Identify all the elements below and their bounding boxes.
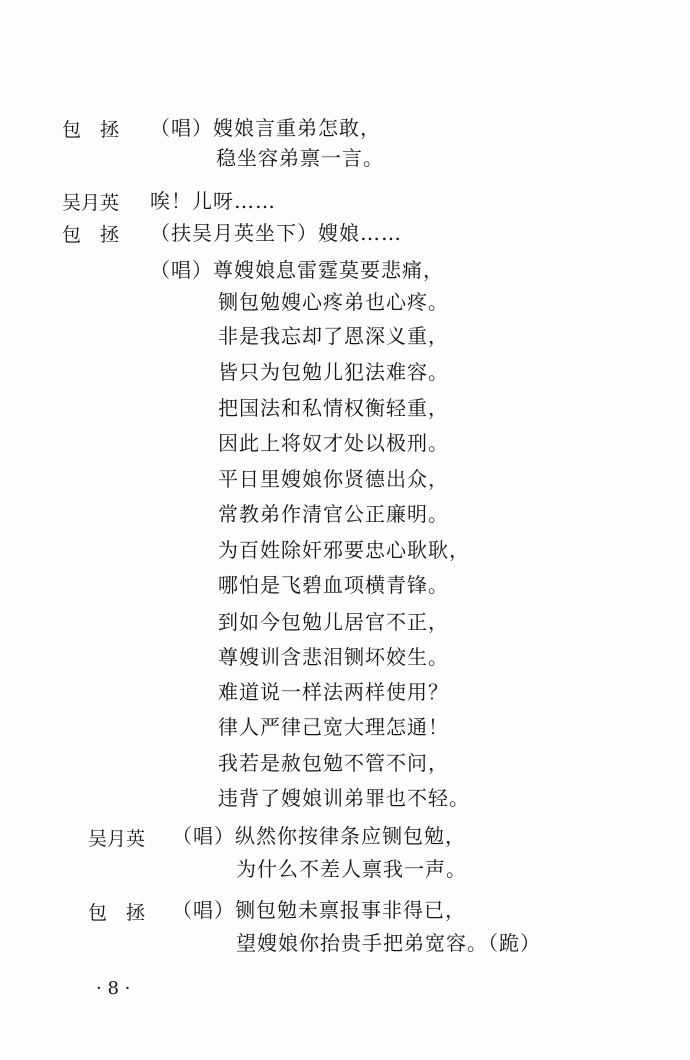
script-line: 违背了嫂娘训弟罪也不轻。 xyxy=(218,786,470,810)
script-line: 铡包勉嫂心疼弟也心疼。 xyxy=(218,290,449,314)
script-line: 把国法和私情权衡轻重， xyxy=(218,396,449,420)
script-line: 唉！儿呀…… xyxy=(150,189,276,213)
script-line: 哪怕是飞碧血项横青锋。 xyxy=(218,573,449,597)
script-line: 我若是赦包勉不管不问， xyxy=(218,751,449,775)
script-line: 望嫂娘你抬贵手把弟宽容。（跪） xyxy=(236,931,541,955)
speaker-label: 吴月英 xyxy=(62,192,120,214)
script-line: 到如今包勉儿居官不正， xyxy=(218,610,449,634)
script-line: 常教弟作清官公正廉明。 xyxy=(218,502,449,526)
script-line: 平日里嫂娘你贤德出众， xyxy=(218,467,449,491)
script-line: （扶吴月英坐下）嫂娘…… xyxy=(150,221,402,245)
speaker-label: 包 拯 xyxy=(62,119,120,141)
speaker-label: 包 拯 xyxy=(62,224,120,246)
script-line: 稳坐容弟禀一言。 xyxy=(216,146,384,170)
script-line: 律人严律己宽大理怎通！ xyxy=(218,715,449,739)
script-line: （唱）纵然你按律条应铡包勉， xyxy=(172,824,466,848)
script-line: 为百姓除奸邪要忠心耿耿， xyxy=(218,538,470,562)
speaker-label: 吴月英 xyxy=(88,828,146,850)
script-line: 皆只为包勉儿犯法难容。 xyxy=(218,360,449,384)
script-line: 难道说一样法两样使用？ xyxy=(218,680,449,704)
speaker-label: 包 拯 xyxy=(88,902,146,924)
script-line: 为什么不差人禀我一声。 xyxy=(236,857,467,881)
script-line: 非是我忘却了恩深义重， xyxy=(218,324,449,348)
script-line: （唱）尊嫂娘息雷霆莫要悲痛， xyxy=(150,258,444,282)
script-line: 尊嫂训含悲泪铡坏姣生。 xyxy=(218,645,449,669)
script-line: （唱）嫂娘言重弟怎敢， xyxy=(150,116,381,140)
page-number: · 8 · xyxy=(96,978,131,999)
script-line: （唱）铡包勉未禀报事非得已， xyxy=(172,898,466,922)
script-line: 因此上将奴才处以极刑。 xyxy=(218,431,449,455)
